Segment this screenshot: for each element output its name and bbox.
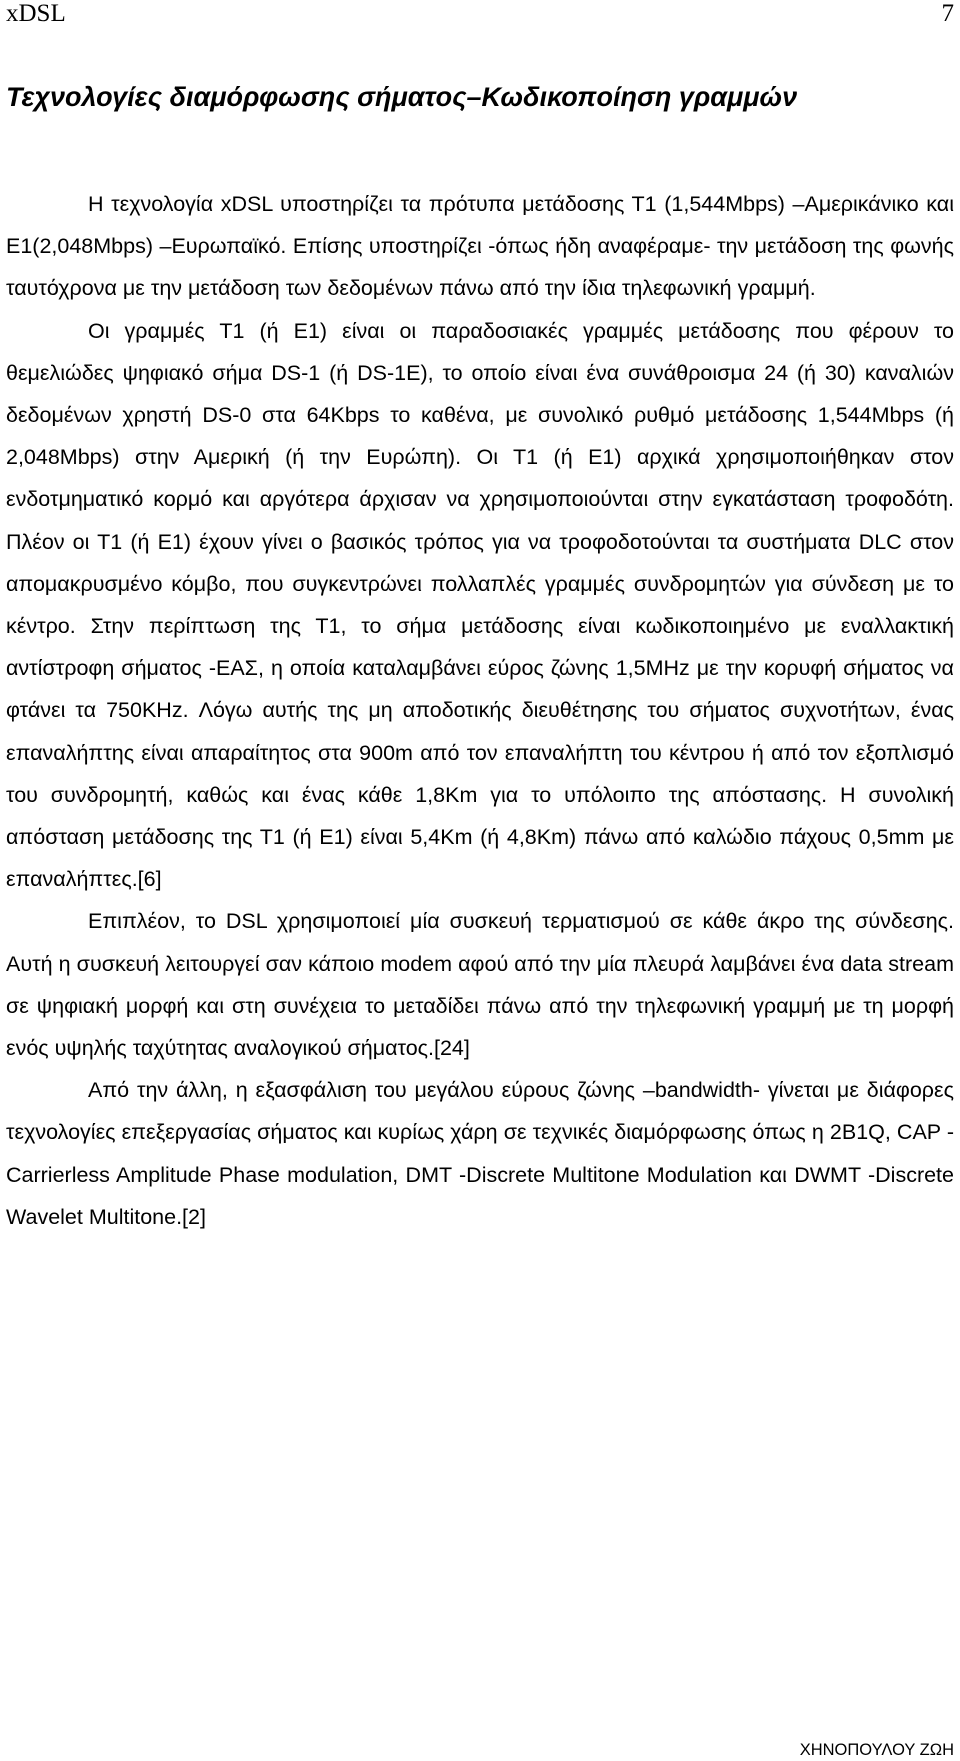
paragraph-standards: Η τεχνολογία xDSL υποστηρίζει τα πρότυπα μετάδοσης Τ1 (1,544Mbps) –Αμερικάνικο και Ε1(2,048Mbps) –Ευρωπαϊκό. Επίσης υποστηρίζει -όπως ήδη αναφέραμε- την μετάδοση της φωνής ταυτόχρονα με την μετάδοση των δεδομένων πάνω από την ίδια τηλεφωνική γραμμή.: [6, 192, 954, 301]
running-header-title: xDSL: [6, 0, 66, 27]
page-number: 7: [941, 0, 954, 27]
paragraph-termination-device: Επιπλέον, το DSL χρησιμοποιεί μία συσκευή τερματισμού σε κάθε άκρο της σύνδεσης. Αυτή η συσκευή λειτουργεί σαν κάποιο modem αφού από την μία πλευρά λαμβάνει ένα data stream σε ψηφιακή μορφή και στη συνέχεια το μεταδίδει πάνω από την τηλεφωνική γραμμή με τη μορφή ενός υψηλής ταχύτητας αναλογικού σήματος.[24]: [6, 909, 954, 1061]
body-text: [6, 183, 954, 1238]
paragraph-modulation-techniques: Από την άλλη, η εξασφάλιση του μεγάλου εύρους ζώνης –bandwidth- γίνεται με διάφορες τεχνολογίες επεξεργασίας σήματος και κυρίως χάρη σε τεχνικές διαμόρφωσης όπως η 2B1Q, CAP -Carrierless Amplitude Phase modulation, DMT -Discrete Multitone Modulation και DWMT -Discrete Wavelet Multitone.[2]: [6, 1078, 954, 1229]
section-title: Τεχνολογίες διαμόρφωσης σήματος–Κωδικοποίηση γραμμών: [6, 82, 798, 112]
footer-author: ΧΗΝΟΠΟΥΛΟΥ ΖΩΗ: [799, 1741, 954, 1759]
paragraph-t1-e1-lines: Οι γραμμές Τ1 (ή Ε1) είναι οι παραδοσιακές γραμμές μετάδοσης που φέρουν το θεμελιώδες ψηφιακό σήμα DS-1 (ή DS-1E), το οποίο είναι ένα συνάθροισμα 24 (ή 30) καναλιών δεδομένων χρηστή DS-0 στα 64Kbps το καθένα, με συνολικό ρυθμό μετάδοσης 1,544Mbps (ή 2,048Mbps) στην Αμερική (ή την Ευρώπη). Οι Τ1 (ή Ε1) αρχικά χρησιμοποιήθηκαν στον ενδοτμηματικό κορμό και αργότερα άρχισαν να χρησιμοποιούνται στην εγκατάσταση τροφοδότη. Πλέον οι Τ1 (ή Ε1) έχουν γίνει ο βασικός τρόπος για να τροφοδοτούνται τα συστήματα DLC στον απομακρυσμένο κόμβο, που συγκεντρώνει πολλαπλές γραμμές συνδρομητών για σύνδεση με το κέντρο. Στην περίπτωση της Τ1, το σήμα μετάδοσης είναι κωδικοποιημένο με εναλλακτική αντίστροφη σήματος -ΕΑΣ, η οποία καταλαμβάνει εύρος ζώνης 1,5MHz με την κορυφή σήματος να φτάνει τα 750KHz. Λόγω αυτής της μη αποδοτικής διευθέτησης του σήματος συχνοτήτων, ένας επαναλήπτης είναι απαραίτητος στα 900m από τον επαναλήπτη του κέντρου ή από τον εξοπλισμό του συνδρομητή, καθώς και ένας κάθε 1,8Km για το υπόλοιπο της απόστασης. Η συνολική απόσταση μετάδοσης της Τ1 (ή Ε1) είναι 5,4Km (ή 4,8Km) πάνω από καλώδιο πάχους 0,5mm με επαναλήπτες.[6]: [6, 318, 954, 892]
